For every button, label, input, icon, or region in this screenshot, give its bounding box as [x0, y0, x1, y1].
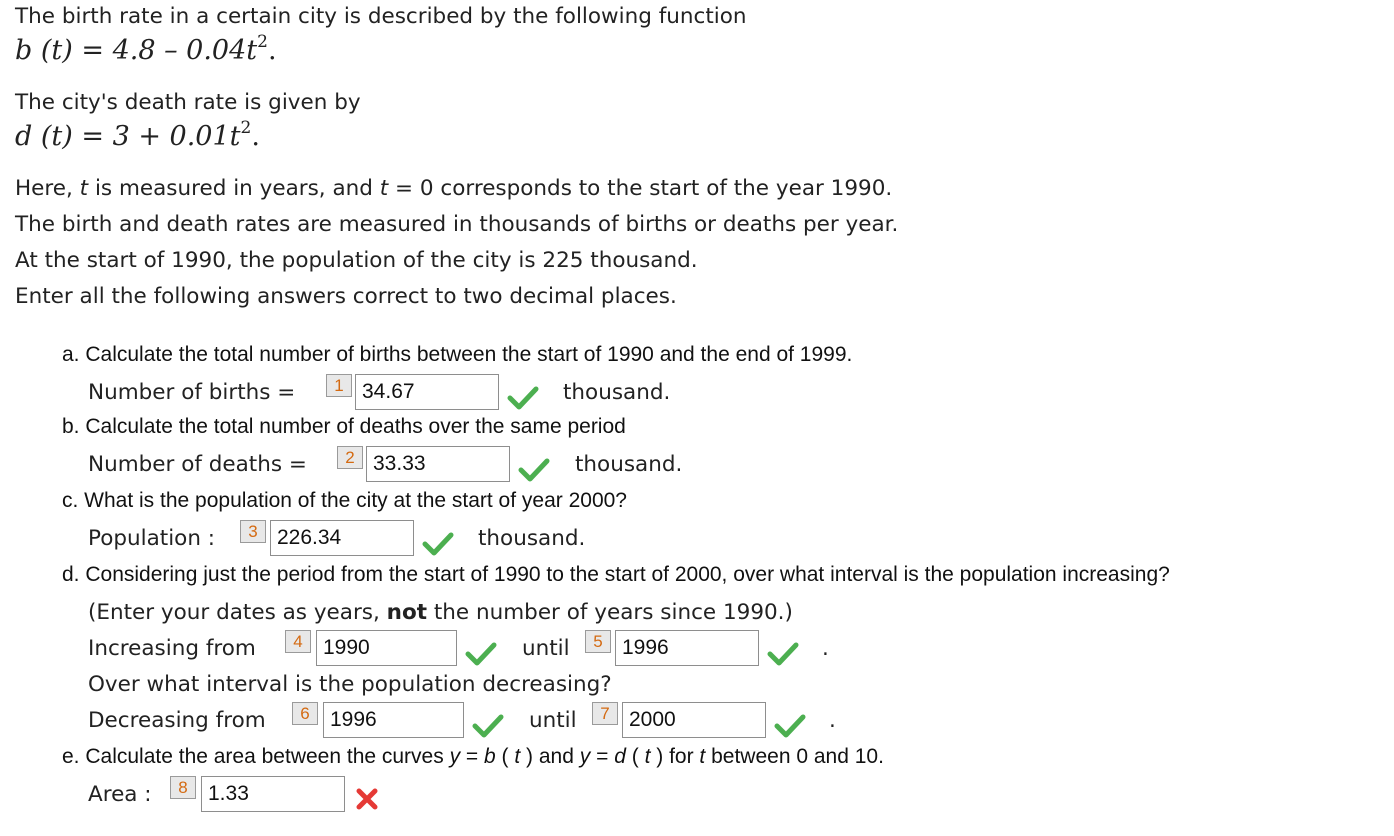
- decreasing-label: Decreasing from: [88, 708, 266, 733]
- t-var-1: t: [79, 176, 89, 201]
- deaths-label: Number of deaths =: [88, 452, 307, 477]
- answer-number-3: 3: [240, 520, 266, 543]
- population-unit: thousand.: [478, 526, 586, 551]
- b-func-text: b (t) = 4.8 – 0.04t: [15, 35, 258, 66]
- decreasing-question: Over what interval is the population decreasing?: [88, 672, 612, 697]
- question-d: d. Considering just the period from the start of 1990 to the start of 2000, over what interval is the population increasing?: [62, 563, 1170, 586]
- correct-check-icon: [774, 714, 806, 738]
- decreasing-until-input[interactable]: 2000: [622, 702, 766, 738]
- e-y-1: y: [449, 745, 461, 768]
- until-label-1: until: [522, 636, 570, 661]
- births-label: Number of births =: [88, 380, 296, 405]
- answer-number-8: 8: [170, 776, 196, 799]
- e-for: for: [663, 745, 700, 768]
- intro-line-5: At the start of 1990, the population of the city is 225 thousand.: [15, 248, 698, 273]
- area-input[interactable]: 1.33: [201, 776, 345, 812]
- e-and: and: [533, 745, 580, 768]
- e-pre: e. Calculate the area between the curves: [62, 745, 450, 768]
- correct-check-icon: [465, 642, 497, 666]
- question-c: c. What is the population of the city at the start of year 2000?: [62, 489, 627, 512]
- answer-number-6: 6: [292, 702, 318, 725]
- e-t-3: t: [699, 745, 706, 768]
- b-func-exp: 2: [257, 32, 268, 52]
- e-between: between 0 and 10.: [705, 745, 884, 768]
- correct-check-icon: [507, 386, 539, 410]
- incorrect-cross-icon: [355, 787, 379, 811]
- e-pc-2: ): [650, 745, 664, 768]
- increasing-label: Increasing from: [88, 636, 256, 661]
- increasing-from-input[interactable]: 1990: [316, 630, 457, 666]
- here-post: = 0 corresponds to the start of the year 1990.: [388, 176, 893, 201]
- e-po-2: (: [625, 745, 645, 768]
- here-mid: is measured in years, and: [88, 176, 380, 201]
- note-post: the number of years since 1990.): [427, 600, 793, 625]
- answer-number-4: 4: [285, 630, 311, 653]
- d-func-text: d (t) = 3 + 0.01t: [15, 121, 241, 152]
- correct-check-icon: [472, 714, 504, 738]
- note-pre: (Enter your dates as years,: [88, 600, 387, 625]
- e-po-1: (: [495, 745, 515, 768]
- end-dot-1: .: [822, 636, 829, 661]
- intro-line-1: The birth rate in a certain city is described by the following function: [15, 4, 747, 29]
- death-rate-function: [15, 120, 260, 152]
- births-unit: thousand.: [563, 380, 671, 405]
- area-label: Area :: [88, 782, 152, 807]
- question-b: b. Calculate the total number of deaths over the same period: [62, 415, 626, 438]
- question-a: a. Calculate the total number of births between the start of 1990 and the end of 1999.: [62, 343, 853, 366]
- d-func-end: .: [251, 121, 260, 152]
- t-var-2: t: [379, 176, 389, 201]
- e-eq-1: =: [460, 745, 485, 768]
- answer-number-2: 2: [337, 446, 363, 469]
- correct-check-icon: [422, 532, 454, 556]
- e-t-1: t: [514, 745, 521, 768]
- e-t-2: t: [644, 745, 651, 768]
- b-func-end: .: [267, 35, 277, 66]
- answer-number-5: 5: [585, 630, 611, 653]
- dates-note: [88, 600, 793, 625]
- increasing-until-input[interactable]: 1996: [615, 630, 759, 666]
- birth-rate-function: [15, 34, 277, 66]
- population-label: Population :: [88, 526, 216, 551]
- deaths-unit: thousand.: [575, 452, 683, 477]
- end-dot-2: .: [829, 708, 836, 733]
- population-input[interactable]: 226.34: [270, 520, 414, 556]
- answer-number-1: 1: [326, 374, 352, 397]
- e-d: d: [614, 745, 626, 768]
- e-eq-2: =: [590, 745, 615, 768]
- note-bold: not: [386, 600, 428, 625]
- intro-line-6: Enter all the following answers correct to two decimal places.: [15, 284, 677, 309]
- intro-line-4: The birth and death rates are measured in thousands of births or deaths per year.: [15, 212, 899, 237]
- answer-number-7: 7: [592, 702, 618, 725]
- intro-line-3: [15, 176, 892, 201]
- question-e: [62, 745, 884, 769]
- correct-check-icon: [518, 458, 550, 482]
- deaths-input[interactable]: 33.33: [366, 446, 510, 482]
- intro-line-2: The city's death rate is given by: [15, 90, 361, 115]
- e-y-2: y: [579, 745, 591, 768]
- decreasing-from-input[interactable]: 1996: [323, 702, 464, 738]
- until-label-2: until: [529, 708, 577, 733]
- e-b: b: [484, 745, 496, 768]
- d-func-exp: 2: [240, 118, 252, 138]
- correct-check-icon: [767, 642, 799, 666]
- births-input[interactable]: 34.67: [355, 374, 499, 410]
- here-pre: Here,: [15, 176, 80, 201]
- e-pc-1: ): [520, 745, 534, 768]
